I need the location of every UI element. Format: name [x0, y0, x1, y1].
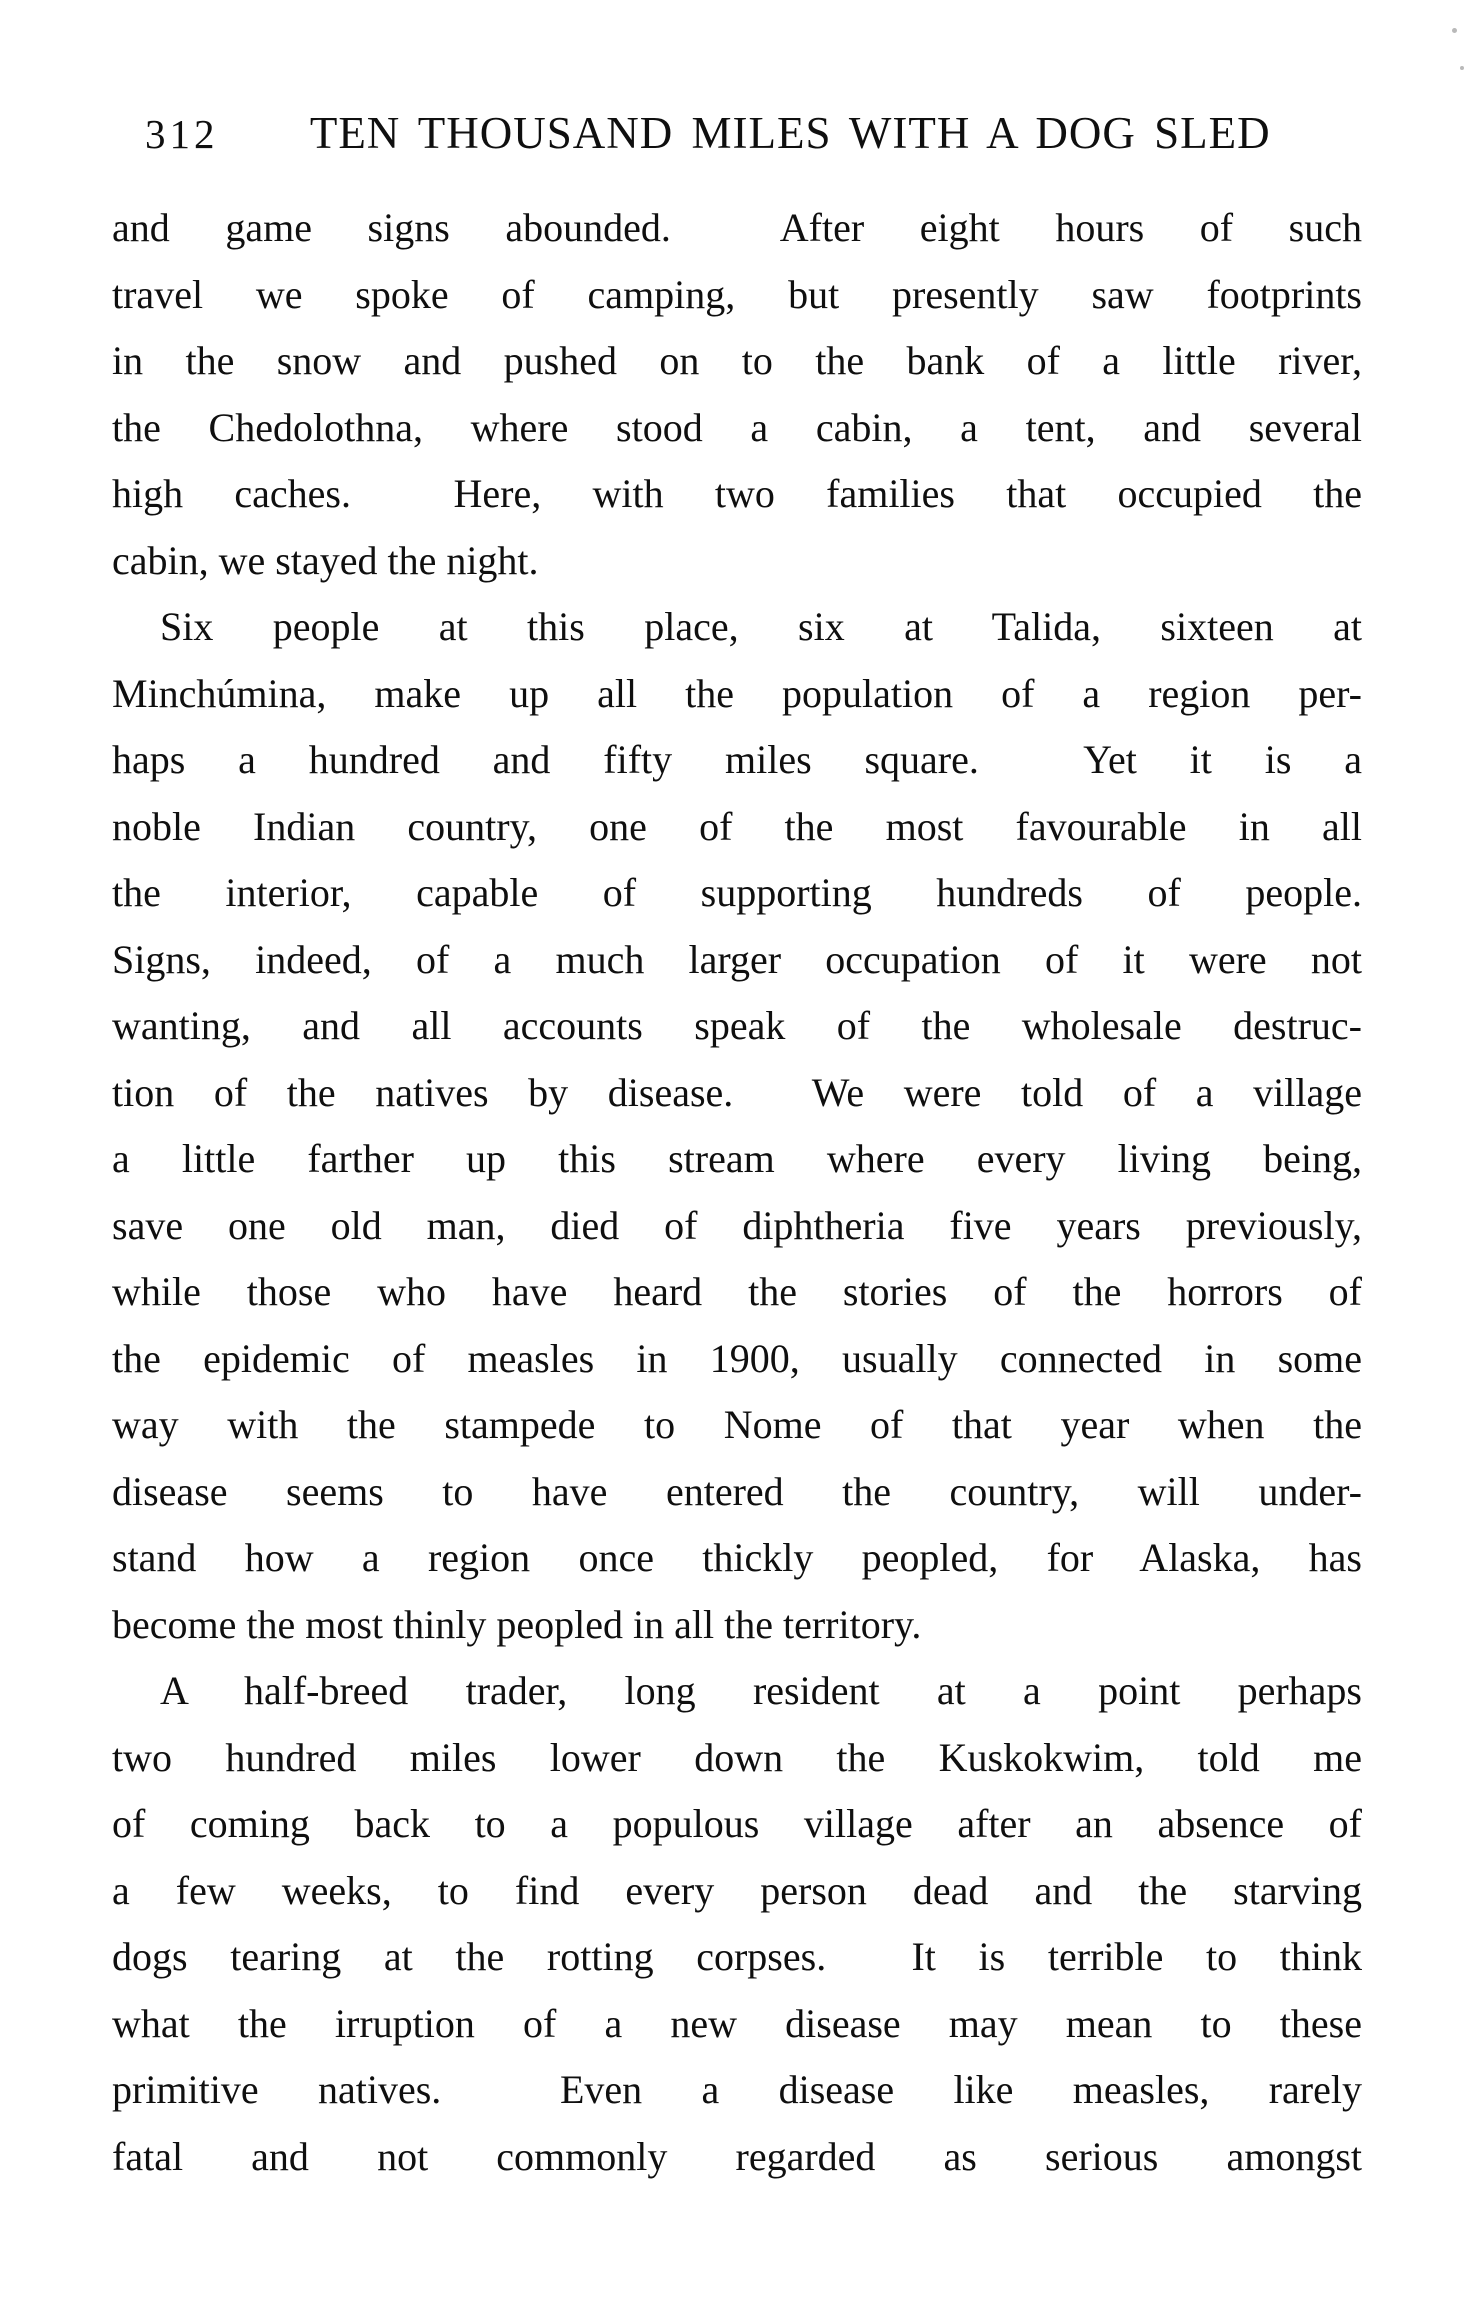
text-line: the Chedolothna, where stood a cabin, a tent, and several: [112, 404, 1362, 450]
page-number: 312: [145, 111, 219, 157]
text-line: high caches. Here, with two families that occupied the: [112, 471, 1362, 516]
paragraph: [112, 594, 1362, 1658]
text-line: primitive natives. Even a disease like measles, rarely: [112, 2067, 1362, 2112]
text-line: travel we spoke of camping, but presently saw footprints: [112, 271, 1362, 317]
text-line: save one old man, died of diphtheria five years previously,: [112, 1202, 1362, 1248]
scan-speck: [1452, 28, 1457, 33]
text-line: the interior, capable of supporting hundreds of people.: [112, 870, 1362, 915]
text-line: what the irruption of a new disease may mean to these: [112, 2000, 1362, 2046]
paragraph: [112, 1658, 1362, 2190]
text-line: a few weeks, to find every person dead and the starving: [112, 1867, 1362, 1913]
text-line: A half-breed trader, long resident at a point perhaps: [160, 1668, 1362, 1713]
text-line: way with the stampede to Nome of that year when the: [112, 1402, 1362, 1447]
text-line: a little farther up this stream where every living being,: [112, 1136, 1362, 1181]
text-line: two hundred miles lower down the Kuskokwim, told me: [112, 1734, 1362, 1780]
scan-speck: [1460, 66, 1464, 70]
text-line: Minchúmina, make up all the population of a region per-: [112, 670, 1362, 716]
text-line: noble Indian country, one of the most favourable in all: [112, 803, 1362, 849]
text-line: cabin, we stayed the night.: [112, 537, 539, 583]
paragraph: [112, 195, 1362, 594]
text-line: while those who have heard the stories of the horrors of: [112, 1269, 1362, 1314]
text-line: tion of the natives by disease. We were told of a village: [112, 1069, 1362, 1115]
text-line: dogs tearing at the rotting corpses. It is terrible to think: [112, 1934, 1362, 1979]
text-line: and game signs abounded. After eight hours of such: [112, 205, 1362, 250]
text-line: haps a hundred and fifty miles square. Yet it is a: [112, 737, 1362, 782]
text-line: disease seems to have entered the country, will under-: [112, 1468, 1362, 1514]
text-line: Six people at this place, six at Talida, sixteen at: [160, 604, 1362, 649]
text-line: fatal and not commonly regarded as serious amongst: [112, 2133, 1362, 2179]
text-line: of coming back to a populous village after an absence of: [112, 1801, 1362, 1846]
text-line: wanting, and all accounts speak of the wholesale destruc-: [112, 1003, 1362, 1048]
page-body: [112, 195, 1362, 2190]
text-line: the epidemic of measles in 1900, usually connected in some: [112, 1335, 1362, 1381]
running-header: [145, 106, 1362, 161]
running-title: TEN THOUSAND MILES WITH A DOG SLED: [309, 108, 1271, 158]
text-line: Signs, indeed, of a much larger occupation of it were not: [112, 936, 1362, 982]
text-line: become the most thinly peopled in all the territory.: [112, 1601, 922, 1647]
text-line: in the snow and pushed on to the bank of a little river,: [112, 338, 1362, 383]
text-line: stand how a region once thickly peopled, for Alaska, has: [112, 1535, 1362, 1580]
